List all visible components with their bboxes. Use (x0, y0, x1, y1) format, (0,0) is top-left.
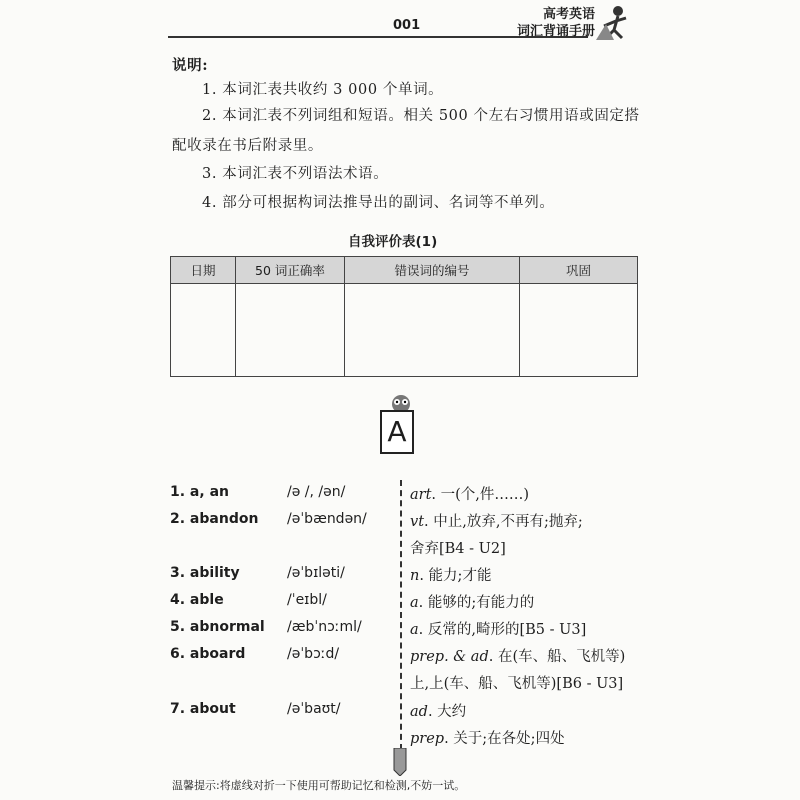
entry-definition (410, 700, 466, 721)
eval-table-title: 自我评价表(1) (348, 234, 438, 250)
entry-word: 7. about (170, 701, 236, 717)
eval-header-review: 巩固 (520, 257, 638, 284)
entry-definition (410, 483, 529, 504)
entry-pos: n (410, 568, 420, 584)
entry-word: 3. ability (170, 565, 240, 581)
fold-dashed-line (400, 480, 402, 750)
entry-def-text: . 在(车、船、飞机等) (488, 649, 626, 665)
entry-pos: art (410, 487, 432, 503)
entry-pos: ad (410, 704, 428, 720)
entry-definition (410, 591, 534, 612)
entry-phonetic: /ˈeɪbl/ (287, 592, 327, 608)
book-title-line2: 词汇背诵手册 (516, 24, 595, 39)
eval-cell-wrong-ids[interactable] (345, 284, 520, 377)
entry-word: 4. able (170, 592, 224, 608)
entry-def-text: . 能力;才能 (419, 568, 492, 584)
entry-def-continued: 舍弃[B4 - U2] (410, 541, 506, 557)
entry-word: 1. a, an (170, 484, 229, 500)
entry-def-text: . 大约 (427, 704, 467, 720)
entry-pos: vt (410, 514, 425, 530)
entry-pos: a (410, 622, 419, 638)
entry-def-continued: 上,上(车、船、飞机等)[B6 - U3] (410, 676, 624, 692)
fold-marker-icon (390, 748, 410, 776)
eval-cell-review[interactable] (520, 284, 638, 377)
eval-cell-accuracy[interactable] (236, 284, 345, 377)
page-number: 001 (393, 18, 421, 33)
intro-heading: 说明: (172, 57, 209, 74)
entry-definition (410, 510, 583, 531)
book-title (505, 6, 595, 40)
entry-def-text: . 能够的;有能力的 (418, 595, 535, 611)
entry-definition (410, 618, 586, 639)
entry-word: 2. abandon (170, 511, 259, 527)
entry-pos: a (410, 595, 419, 611)
intro-item-1: 1. 本词汇表共收约 3 000 个单词。 (202, 82, 444, 98)
intro-item-2: 2. 本词汇表不列词组和短语。相关 500 个左右习惯用语或固定搭配收录在书后附录里。 (172, 108, 640, 154)
entry-word: 5. abnormal (170, 619, 265, 635)
entry-pos: prep (410, 731, 445, 747)
entry-def-text: . 中止,放弃,不再有;抛弃; (424, 514, 583, 530)
entry-phonetic: /əˈbɪləti/ (287, 565, 345, 581)
entry-definition-2 (410, 727, 565, 748)
footer-tip: 温馨提示:将虚线对折一下使用可帮助记忆和检测,不妨一试。 (172, 779, 466, 792)
entry-def-text: . 反常的,畸形的[B5 - U3] (418, 622, 587, 638)
entry-definition (410, 564, 491, 585)
section-letter: A (380, 410, 414, 454)
entry-def-text: . 一(个,件……) (431, 487, 530, 503)
eval-header-date: 日期 (171, 257, 236, 284)
entry-phonetic: /æbˈnɔːml/ (287, 619, 362, 635)
eval-cell-date[interactable] (171, 284, 236, 377)
entry-phonetic: /əˈbaʊt/ (287, 701, 341, 717)
intro-item-3: 3. 本词汇表不列语法术语。 (202, 166, 389, 182)
book-title-line1: 高考英语 (542, 7, 595, 22)
entry-def-text: . 关于;在各处;四处 (444, 731, 565, 747)
entry-phonetic: /əˈbændən/ (287, 511, 367, 527)
eval-header-wrong-ids: 错误词的编号 (345, 257, 520, 284)
entry-pos: prep. & ad (410, 649, 489, 665)
entry-phonetic: /ə /, /ən/ (287, 484, 346, 500)
entry-word: 6. aboard (170, 646, 246, 662)
entry-phonetic: /əˈbɔːd/ (287, 646, 340, 662)
reader-mascot-icon (596, 4, 632, 40)
entry-definition (410, 645, 625, 666)
eval-header-accuracy: 50 词正确率 (236, 257, 345, 284)
intro-item-4: 4. 部分可根据构词法推导出的副词、名词等不单列。 (202, 195, 555, 211)
eval-table (170, 256, 638, 377)
